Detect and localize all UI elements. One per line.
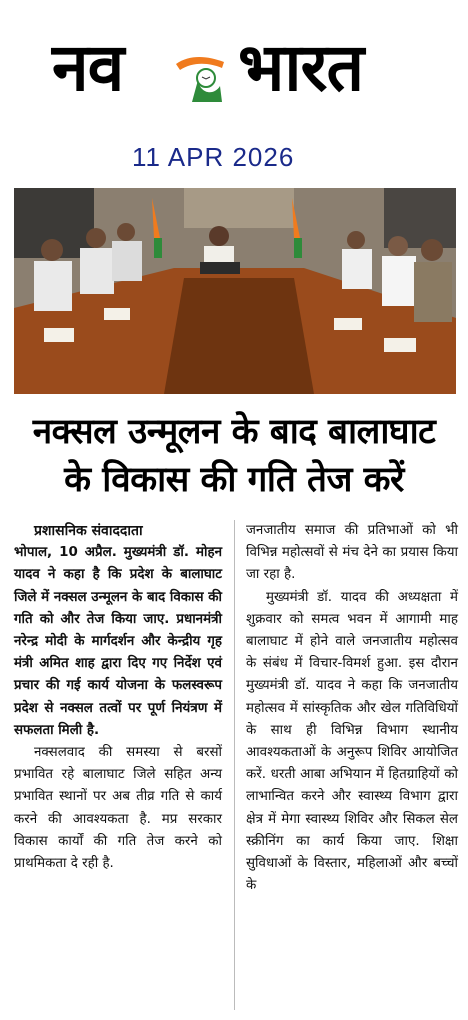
- article-paragraph: भोपाल, 10 अप्रैल. मुख्यमंत्री डॉ. मोहन यादव ने कहा है कि प्रदेश के बालाघाट जिले में नक्सल उन्मूलन के बाद विकास की गति को और तेज किया जाए. प्रधानमंत्री नरेन्द्र मोदी के मार्गदर्शन और केन्द्रीय गृह मंत्री अमित शाह द्वारा दिए गए निर्देश एवं प्रचार की गई कार्य योजना के फलस्वरूप प्रदेश से नक्सल तत्वों पर पूर्ण नियंत्रण में सफलता मिली है.: [14, 545, 222, 738]
- masthead-left-word: नव: [52, 29, 124, 106]
- masthead: [0, 0, 468, 140]
- byline: प्रशासनिक संवाददाता: [34, 523, 143, 539]
- column-divider: [234, 520, 235, 1010]
- meeting-photo: [14, 188, 456, 394]
- article-paragraph: जनजातीय समाज की प्रतिभाओं को भी विभिन्न महोत्सवों से मंच देने का प्रयास किया जा रहा है.: [246, 523, 458, 583]
- headline-line-2: के विकास की गति तेज करें: [64, 460, 404, 500]
- date-stamp: 11 APR 2026: [132, 142, 295, 172]
- newspaper-logo-icon: [172, 50, 234, 112]
- article-paragraph: नक्सलवाद की समस्या से बरसों प्रभावित रहे बालाघाट जिले सहित अन्य प्रभावित स्थानों पर अब तीव्र गति से कार्य करने की आवश्यकता है. मप्र सरकार विकास कार्यों की गति तेज करने को प्राथमिकता दे रही है.: [14, 745, 222, 872]
- masthead-right-word: भारत: [238, 29, 364, 106]
- meeting-photo-illustration: [14, 188, 456, 394]
- article-column-right: [246, 520, 458, 897]
- article-paragraph: मुख्यमंत्री डॉ. यादव की अध्यक्षता में शुक्रवार को समत्व भवन में आगामी माह बालाघाट में होने वाले जनजातीय महोत्सव के संबंध में विचार-विमर्श हुआ. इस दौरान मुख्यमंत्री डॉ. यादव ने कहा कि जनजातीय महोत्सव में सांस्कृतिक और खेल गतिविधियों के साथ ही विभिन्न विभाग स्थानीय आवश्यकताओं के अनुरूप शिविर आयोजित करें. धरती आबा अभियान में हितग्राहियों को लाभान्वित करने और स्वास्थ्य विभाग द्वारा क्षेत्र में मेगा स्वास्थ्य शिविर और सिकल सेल स्क्रीनिंग का कार्य किया जाए. शिक्षा सुविधाओं के विस्तार, महिलाओं और बच्चों के: [246, 589, 458, 894]
- headline-line-1: नक्सल उन्मूलन के बाद बालाघाट: [32, 412, 436, 452]
- article-column-left: [14, 520, 222, 875]
